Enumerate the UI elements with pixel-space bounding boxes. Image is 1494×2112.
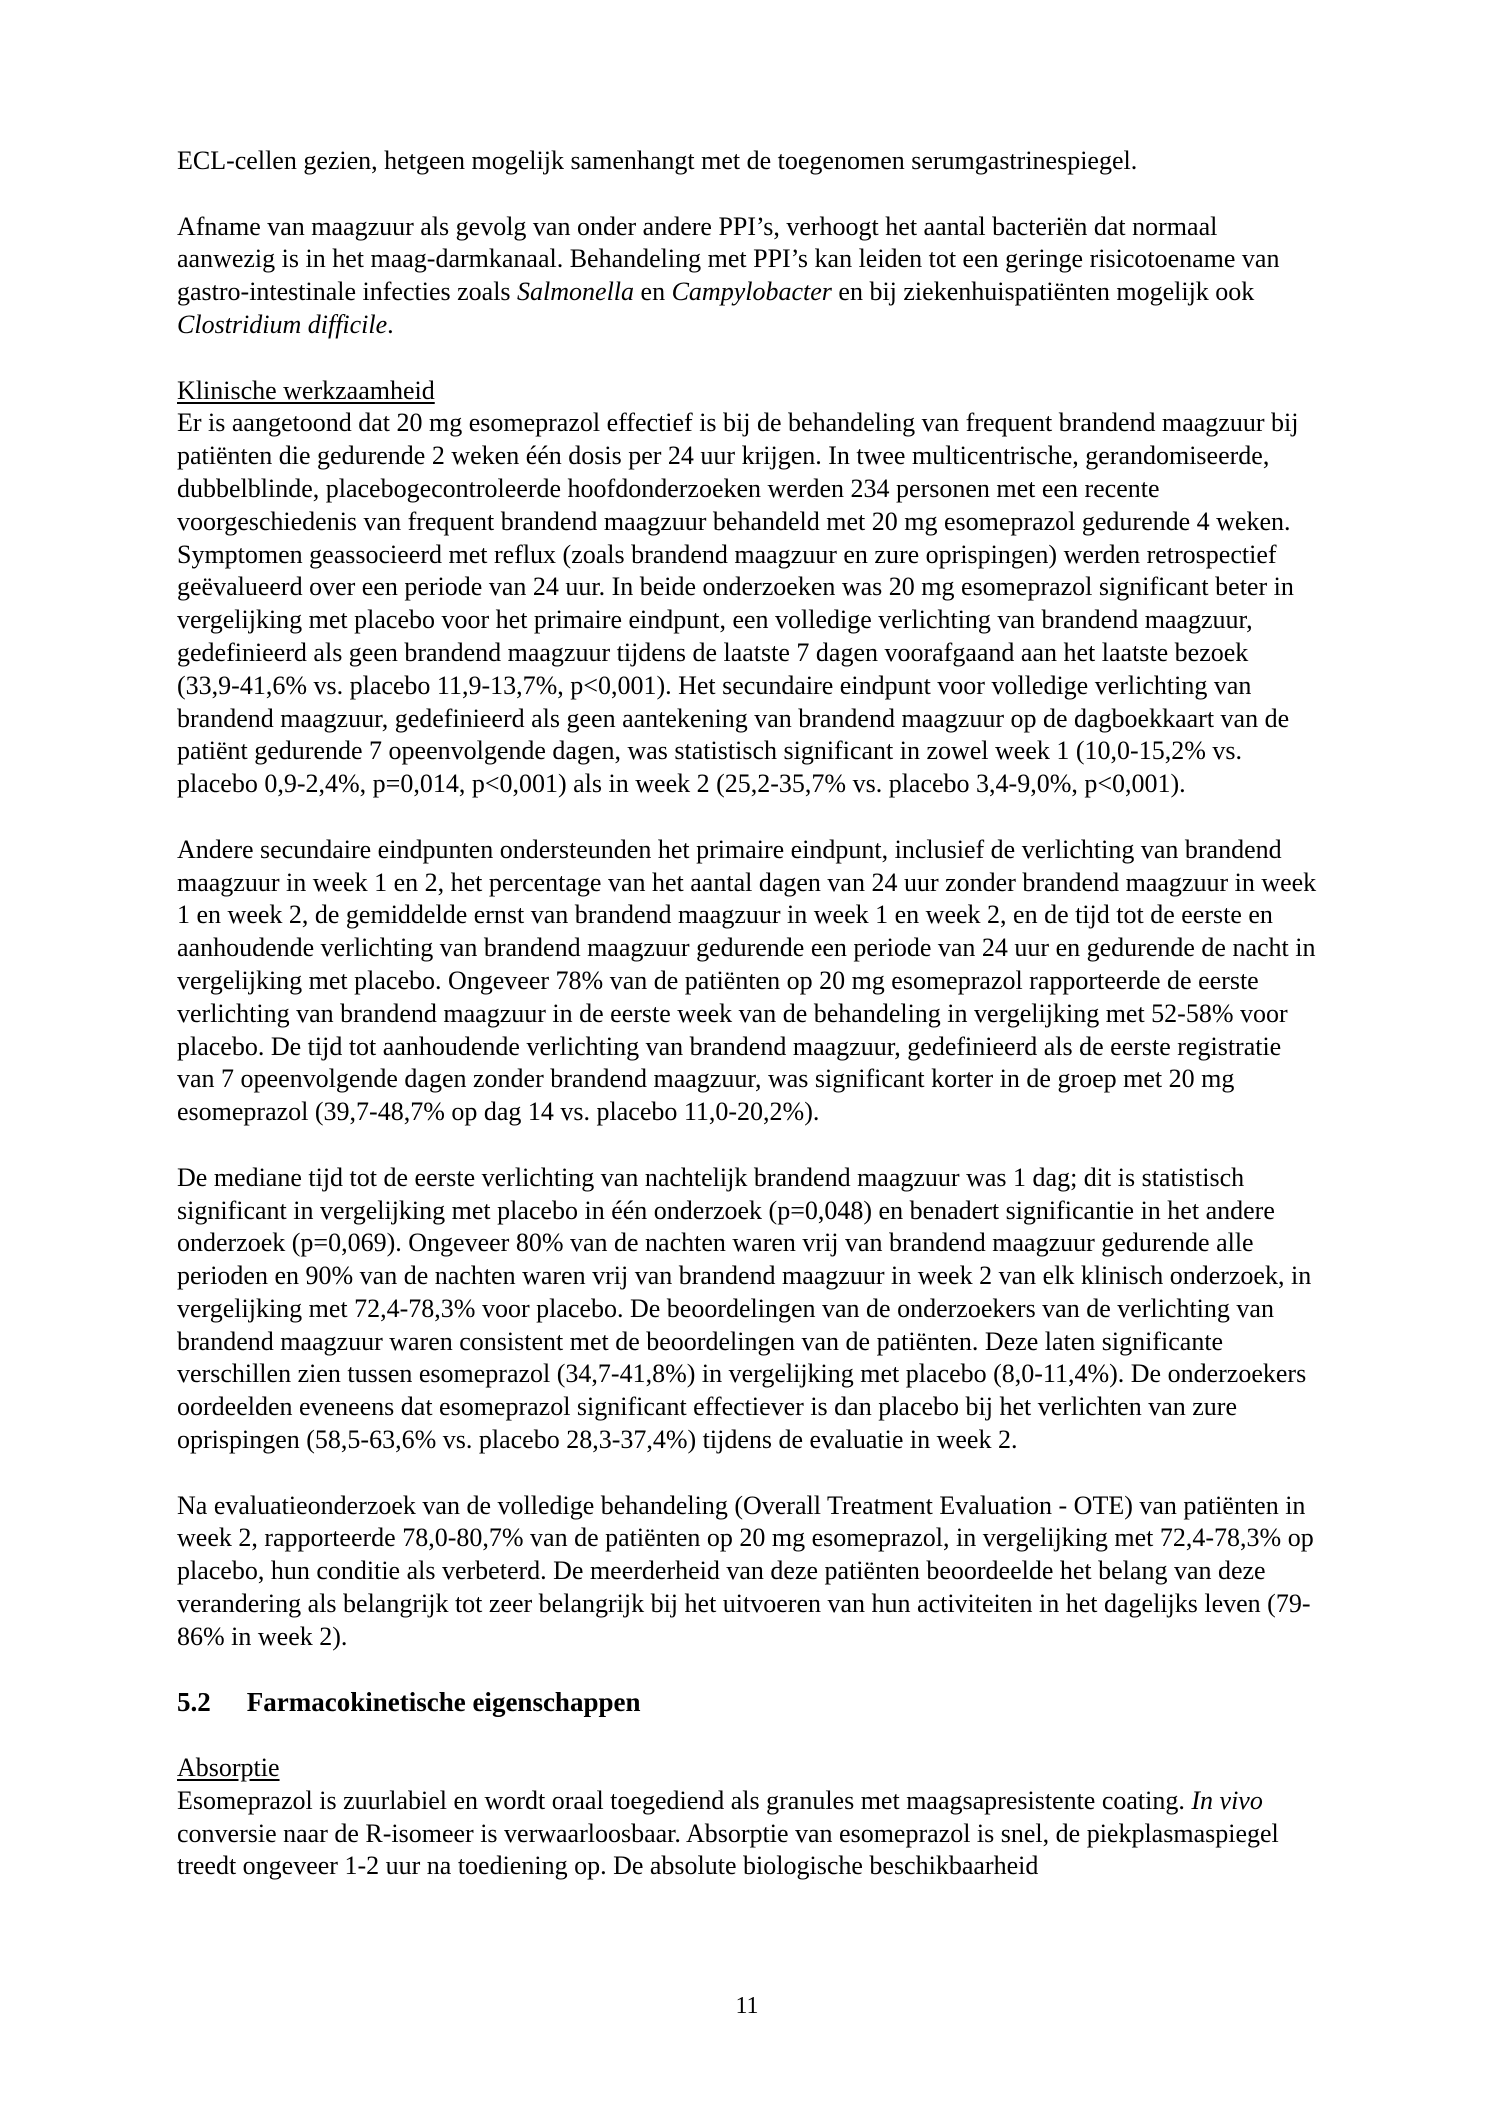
para-klinische-hoofdonderzoeken — [177, 407, 1317, 801]
heading-5-2-farmacokinetische-eigenschappen — [177, 1686, 1317, 1719]
document-content — [177, 145, 1317, 1916]
para-ote-evaluatie — [177, 1490, 1317, 1654]
para-absorptie — [177, 1785, 1317, 1883]
text-segment: Afname van maagzuur als gevolg van onder andere PPI’s, verhoogt het aantal bacteriën dat normaal aanwezig is in het maag-darmkanaal. Behandeling met PPI’s kan leiden tot een geringe risicotoename van gastro-intestinale infecties zoals — [177, 211, 1280, 307]
text-segment-italic: Salmonella — [517, 277, 635, 307]
para-secundaire-eindpunten — [177, 834, 1317, 1129]
text-segment: Na evaluatieonderzoek van de volledige behandeling (Overall Treatment Evaluation - OTE) van patiënten in week 2, rapporteerde 78,0-80,7% van de patiënten op 20 mg esomeprazol, in vergelijking met 72,4-78,3% op placebo, hun conditie als verbeterd. De meerderheid van deze patiënten beoordeelde het belang van deze verandering als belangrijk tot zeer belangrijk bij het uitvoeren van hun activiteiten in het dagelijks leven (79-86% in week 2). — [177, 1490, 1314, 1651]
text-segment: Andere secundaire eindpunten ondersteunden het primaire eindpunt, inclusief de verlichting van brandend maagzuur in week 1 en 2, het percentage van het aantal dagen van 24 uur zonder brandend maagzuur in week 1 en week 2, de gemiddelde ernst van brandend maagzuur in week 1 en week 2, en de tijd tot de eerste en aanhoudende verlichting van brandend maagzuur gedurende een periode van 24 uur en gedurende de nacht in vergelijking met placebo. Ongeveer 78% van de patiënten op 20 mg esomeprazol rapporteerde de eerste verlichting van brandend maagzuur in de eerste week van de behandeling in vergelijking met 52-58% voor placebo. De tijd tot aanhoudende verlichting van brandend maagzuur, gedefinieerd als de eerste registratie van 7 opeenvolgende dagen zonder brandend maagzuur, was significant korter in de groep met 20 mg esomeprazol (39,7-48,7% op dag 14 vs. placebo 11,0-20,2%). — [177, 834, 1317, 1127]
text-segment: en bij ziekenhuispatiënten mogelijk ook — [831, 277, 1255, 307]
text-segment: De mediane tijd tot de eerste verlichting van nachtelijk brandend maagzuur was 1 dag; dit is statistisch significant in vergelijking met placebo in één onderzoek (p=0,048) en benadert significantie in het andere onderzoek (p=0,069). Ongeveer 80% van de nachten waren vrij van brandend maagzuur gedurende alle perioden en 90% van de nachten waren vrij van brandend maagzuur in week 2 van elk klinisch onderzoek, in vergelijking met 72,4-78,3% voor placebo. De beoordelingen van de onderzoekers van de verlichting van brandend maagzuur waren consistent met de beoordelingen van de patiënten. Deze laten significante verschillen zien tussen esomeprazol (34,7-41,8%) in vergelijking met placebo (8,0-11,4%). De onderzoekers oordeelden eveneens dat esomeprazol significant effectiever is dan placebo bij het verlichten van zure oprispingen (58,5-63,6% vs. placebo 28,3-37,4%) tijdens de evaluatie in week 2. — [177, 1162, 1312, 1455]
text-segment: Esomeprazol is zuurlabiel en wordt oraal toegediend als granules met maagsapresistente coating. — [177, 1785, 1192, 1815]
text-segment: en — [634, 277, 672, 307]
section-title: Farmacokinetische eigenschappen — [246, 1687, 641, 1718]
text-segment: Er is aangetoond dat 20 mg esomeprazol effectief is bij de behandeling van frequent brandend maagzuur bij patiënten die gedurende 2 weken één dosis per 24 uur krijgen. In twee multicentrische, gerandomiseerde, dubbelblinde, placebogecontroleerde hoofdonderzoeken werden 234 personen met een recente voorgeschiedenis van frequent brandend maagzuur behandeld met 20 mg esomeprazol gedurende 4 weken. Symptomen geassocieerd met reflux (zoals brandend maagzuur en zure oprispingen) werden retrospectief geëvalueerd over een periode van 24 uur. In beide onderzoeken was 20 mg esomeprazol significant beter in vergelijking met placebo voor het primaire eindpunt, een volledige verlichting van brandend maagzuur, gedefinieerd als geen brandend maagzuur tijdens de laatste 7 dagen voorafgaand aan het laatste bezoek (33,9-41,6% vs. placebo 11,9-13,7%, p<0,001). Het secundaire eindpunt voor volledige verlichting van brandend maagzuur, gedefinieerd als geen aantekening van brandend maagzuur op de dagboekkaart van de patiënt gedurende 7 opeenvolgende dagen, was statistisch significant in zowel week 1 (10,0-15,2% vs. placebo 0,9-2,4%, p=0,014, p<0,001) als in week 2 (25,2-35,7% vs. placebo 3,4-9,0%, p<0,001). — [177, 408, 1299, 799]
para-ppi-bacteria — [177, 211, 1317, 342]
text-segment-italic: In vivo — [1191, 1785, 1263, 1815]
text-segment-italic: Campylobacter — [671, 277, 832, 307]
section-number: 5.2 — [177, 1687, 211, 1718]
heading-klinische-werkzaamheid — [177, 375, 1317, 408]
text-segment: . — [387, 309, 394, 339]
text-segment-italic: Clostridium difficile — [177, 309, 388, 339]
text-segment: Absorptie — [177, 1753, 280, 1783]
page-number: 11 — [735, 1993, 759, 2019]
para-mediane-tijd-nachtelijk — [177, 1162, 1317, 1457]
text-segment: Klinische werkzaamheid — [177, 375, 435, 405]
text-segment: ECL-cellen gezien, hetgeen mogelijk samenhangt met de toegenomen serumgastrinespiegel. — [177, 146, 1138, 175]
para-ecl-cells — [177, 145, 1317, 178]
heading-absorptie — [177, 1752, 1317, 1785]
text-segment: conversie naar de R-isomeer is verwaarloosbaar. Absorptie van esomeprazol is snel, de piekplasmaspiegel treedt ongeveer 1-2 uur na toediening op. De absolute biologische beschikbaarheid — [177, 1818, 1279, 1881]
